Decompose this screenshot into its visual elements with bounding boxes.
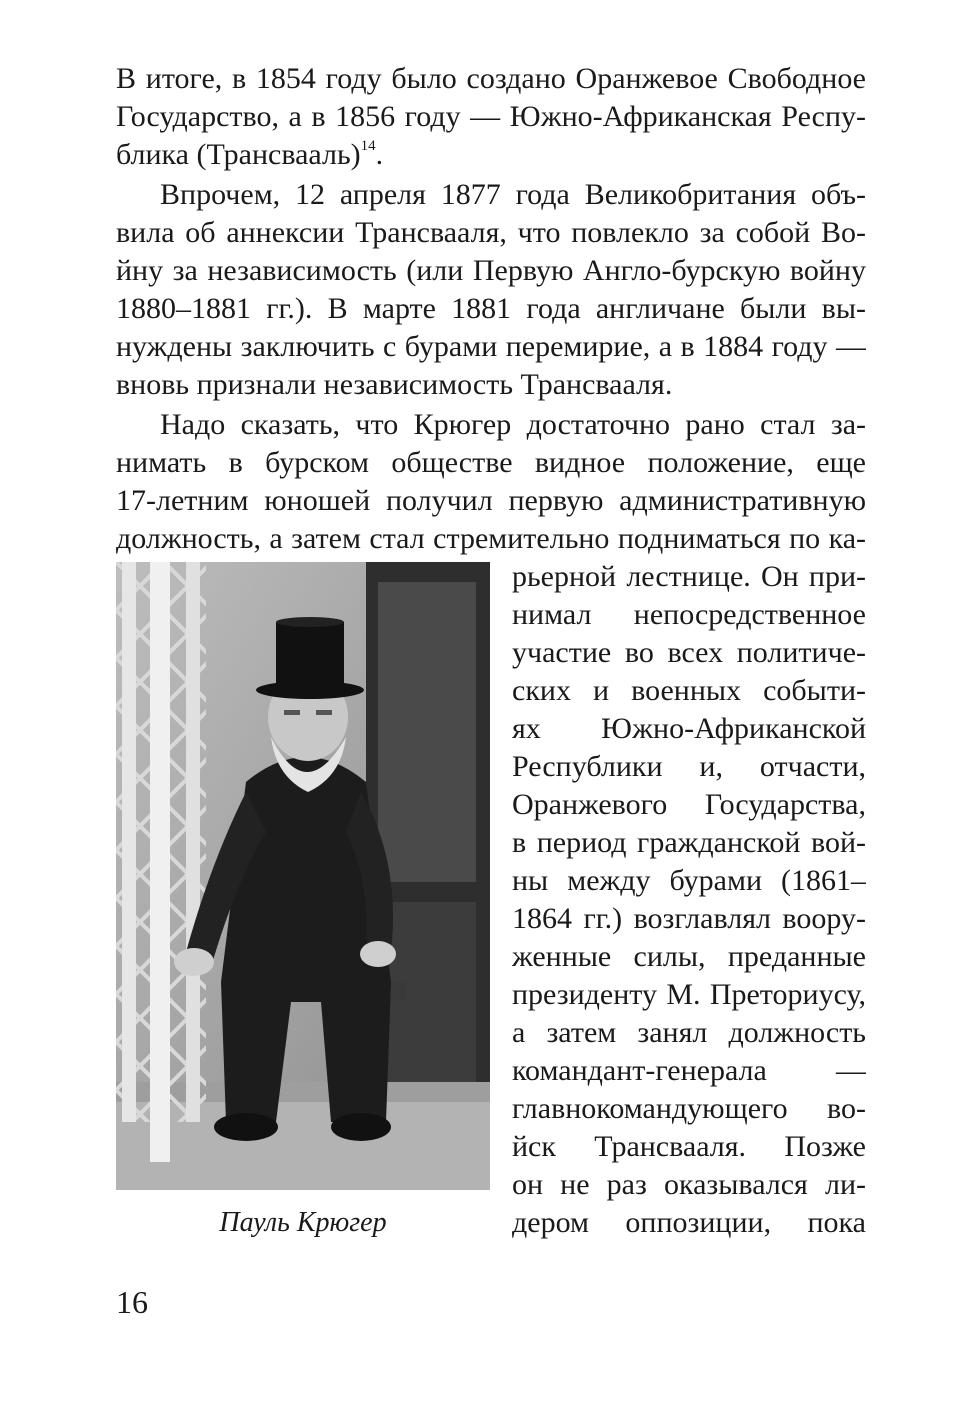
- text-line: нимал непосредственное: [512, 598, 866, 631]
- text-line: вновь признали независимость Трансвааля.: [116, 368, 673, 401]
- text-line: Государство, а в 1856 году — Южно-Африканская Респу-: [116, 100, 866, 133]
- text-line: Республики и, отчасти,: [512, 750, 866, 783]
- text-line: президенту М. Преториусу,: [512, 978, 866, 1011]
- footnote-reference: 14: [360, 138, 376, 154]
- text-line-end: .: [375, 138, 384, 171]
- text-line: 1864 гг.) возглавлял воору-: [512, 902, 866, 935]
- text-line: Оранжевого Государства,: [512, 788, 866, 821]
- text-line: а затем занял должность: [512, 1016, 866, 1049]
- text-line: йск Трансвааля. Позже: [512, 1130, 866, 1163]
- text-line: главнокомандующего во-: [512, 1092, 866, 1125]
- text-line: нимать в бурском обществе видное положение, еще: [116, 446, 866, 479]
- text-line: ях Южно-Африканской: [512, 712, 866, 745]
- text-line: вила об аннексии Трансвааля, что повлекло за собой Во-: [116, 216, 866, 249]
- text-line: [116, 136, 866, 174]
- text-line: йну за независимость (или Первую Англо-бурскую войну: [116, 254, 866, 287]
- page-number: 16: [116, 1284, 148, 1320]
- text-line: дером оппозиции, пока: [512, 1206, 866, 1239]
- text-line: должность, а затем стал стремительно подниматься по ка-: [116, 522, 866, 555]
- portrait-photo: [116, 562, 490, 1190]
- text-line: женные силы, преданные: [512, 940, 866, 973]
- figure-caption: Пауль Крюгер: [219, 1207, 387, 1238]
- text-line: 17-летним юношей получил первую административную: [116, 484, 866, 517]
- text-line: ских и военных событи-: [512, 674, 866, 707]
- text-line: рьерной лестнице. Он при-: [512, 560, 866, 593]
- text-line: В итоге, в 1854 году было создано Оранжевое Свободное: [116, 62, 866, 95]
- text-line: нуждены заключить с бурами перемирие, а в 1884 году —: [116, 330, 866, 363]
- text-line: он не раз оказывался ли-: [512, 1168, 866, 1201]
- text-line: 1880–1881 гг.). В марте 1881 года англичане были вы-: [116, 292, 866, 325]
- text-line-content: блика (Трансвааль): [116, 138, 361, 171]
- text-line: участие во всех политиче-: [512, 636, 866, 669]
- text-line: Впрочем, 12 апреля 1877 года Великобритания объ-: [160, 178, 866, 211]
- portrait-photo-drawing: [116, 562, 490, 1190]
- text-line: в период гражданской вой-: [512, 826, 866, 859]
- text-line: ны между бурами (1861–: [512, 864, 866, 897]
- text-line: Надо сказать, что Крюгер достаточно рано стал за-: [160, 408, 866, 441]
- text-line: командант-генерала —: [512, 1054, 866, 1087]
